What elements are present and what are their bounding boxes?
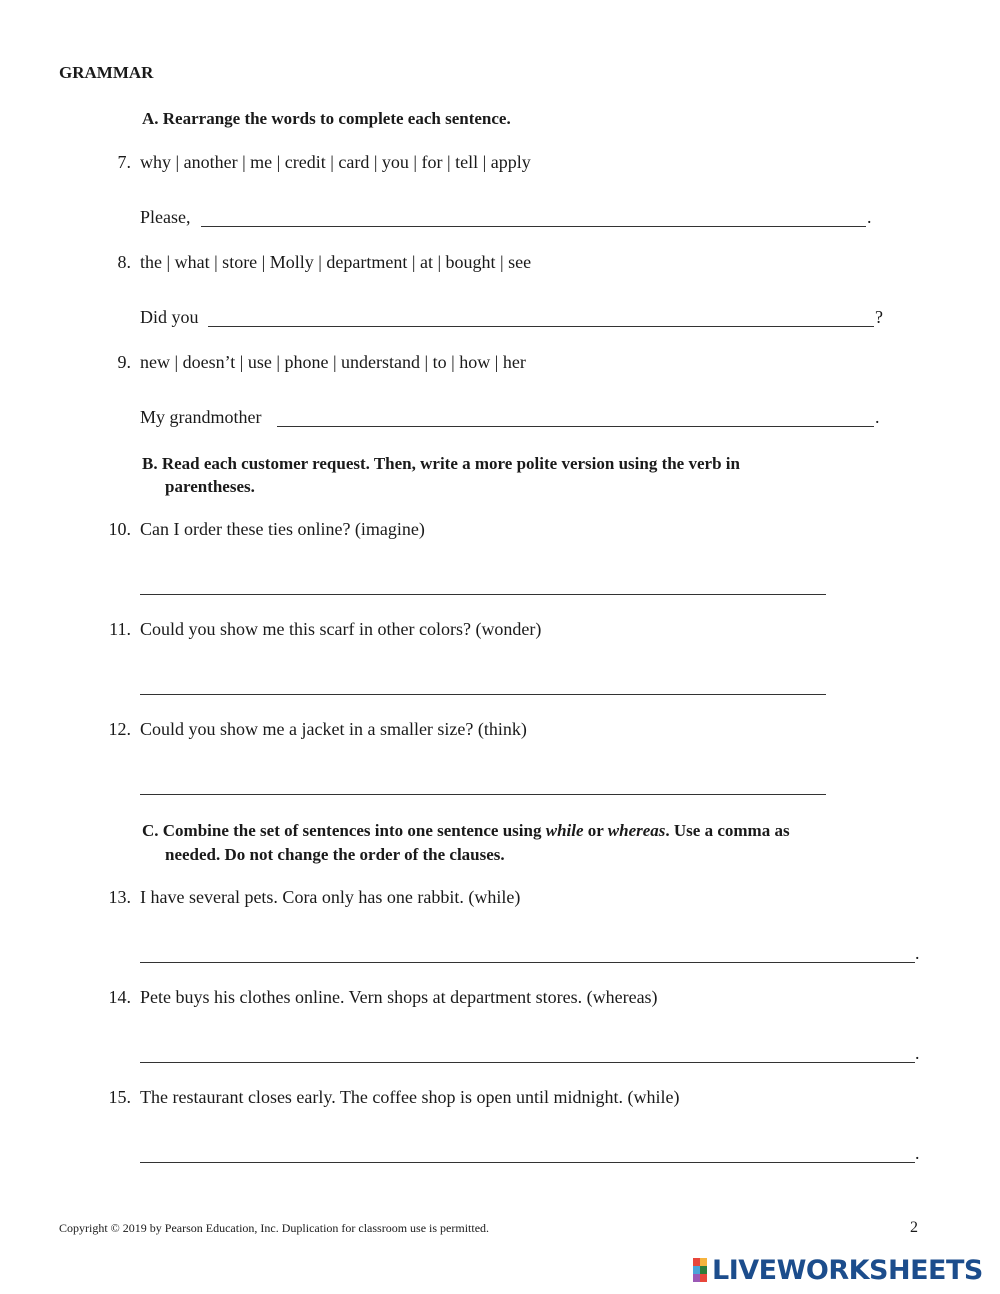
prompt-text: The restaurant closes early. The coffee shop is open until midnight. (while) <box>140 1087 680 1107</box>
item-13-answer-line[interactable] <box>140 962 915 963</box>
item-14-prompt <box>99 987 658 1008</box>
logo-square <box>700 1266 707 1274</box>
item-7-prefix: Please, <box>140 207 191 227</box>
instruction-or: or <box>583 821 608 840</box>
item-9-end: . <box>875 407 880 427</box>
prompt-text: Pete buys his clothes online. Vern shops at department stores. (whereas) <box>140 987 658 1007</box>
item-9-prefix: My grandmother <box>140 407 262 427</box>
item-8-end: ? <box>875 307 883 327</box>
item-number: 8. <box>117 252 131 272</box>
instruction-text: C. Combine the set of sentences into one sentence using <box>142 821 546 840</box>
instruction-whereas: whereas <box>607 821 666 840</box>
item-15-end: . <box>915 1143 920 1163</box>
item-number: 12. <box>108 719 131 739</box>
item-number: 13. <box>108 887 131 907</box>
prompt-text: Could you show me a jacket in a smaller size? (think) <box>140 719 527 739</box>
item-number: 14. <box>108 987 131 1007</box>
prompt-text: I have several pets. Cora only has one rabbit. (while) <box>140 887 521 907</box>
item-number: 11. <box>109 619 131 639</box>
item-7-answer-line[interactable] <box>201 226 866 227</box>
section-c-instruction-line2: needed. Do not change the order of the clauses. <box>165 845 505 864</box>
item-14-end: . <box>915 1043 920 1063</box>
instruction-while: while <box>545 821 584 840</box>
item-10-prompt <box>99 519 425 540</box>
logo-squares-icon <box>693 1258 707 1282</box>
section-b-instruction-line2: parentheses. <box>165 477 255 496</box>
item-12-answer-line[interactable] <box>140 794 826 795</box>
item-7-words <box>99 152 531 173</box>
item-14-answer-line[interactable] <box>140 1062 915 1063</box>
item-13-prompt <box>99 887 520 908</box>
liveworksheets-logo[interactable] <box>693 1255 983 1285</box>
item-13-end: . <box>915 943 920 963</box>
item-9-answer-line[interactable] <box>277 426 874 427</box>
page-number: 2 <box>910 1219 918 1236</box>
item-7-end: . <box>867 207 872 227</box>
logo-square <box>693 1266 700 1274</box>
logo-square <box>693 1274 700 1282</box>
word-list: the | what | store | Molly | department | at | bought | see <box>140 252 532 272</box>
section-a-instruction: A. Rearrange the words to complete each sentence. <box>142 109 511 128</box>
logo-square <box>693 1258 700 1266</box>
item-12-prompt <box>99 719 527 740</box>
section-c-instruction-line1 <box>142 819 790 842</box>
word-list: why | another | me | credit | card | you | for | tell | apply <box>140 152 531 172</box>
logo-text: LIVEWORKSHEETS <box>712 1254 983 1286</box>
item-8-words <box>99 252 531 273</box>
page-heading: GRAMMAR <box>59 63 154 82</box>
item-8-answer-line[interactable] <box>208 326 874 327</box>
section-b-instruction-line1: B. Read each customer request. Then, write a more polite version using the verb in <box>142 454 740 473</box>
prompt-text: Could you show me this scarf in other colors? (wonder) <box>140 619 542 639</box>
logo-square <box>700 1274 707 1282</box>
item-11-prompt <box>99 619 541 640</box>
copyright-footer: Copyright © 2019 by Pearson Education, Inc. Duplication for classroom use is permitted. <box>59 1221 490 1235</box>
item-number: 10. <box>108 519 131 539</box>
item-8-prefix: Did you <box>140 307 199 327</box>
item-15-answer-line[interactable] <box>140 1162 915 1163</box>
item-10-answer-line[interactable] <box>140 594 826 595</box>
word-list: new | doesn’t | use | phone | understand | to | how | her <box>140 352 526 372</box>
item-11-answer-line[interactable] <box>140 694 826 695</box>
logo-square <box>700 1258 707 1266</box>
prompt-text: Can I order these ties online? (imagine) <box>140 519 425 539</box>
instruction-text: . Use a comma as <box>665 821 790 840</box>
item-number: 15. <box>108 1087 131 1107</box>
item-number: 7. <box>117 152 131 172</box>
item-15-prompt <box>99 1087 680 1108</box>
item-number: 9. <box>117 352 131 372</box>
item-9-words <box>99 352 526 373</box>
